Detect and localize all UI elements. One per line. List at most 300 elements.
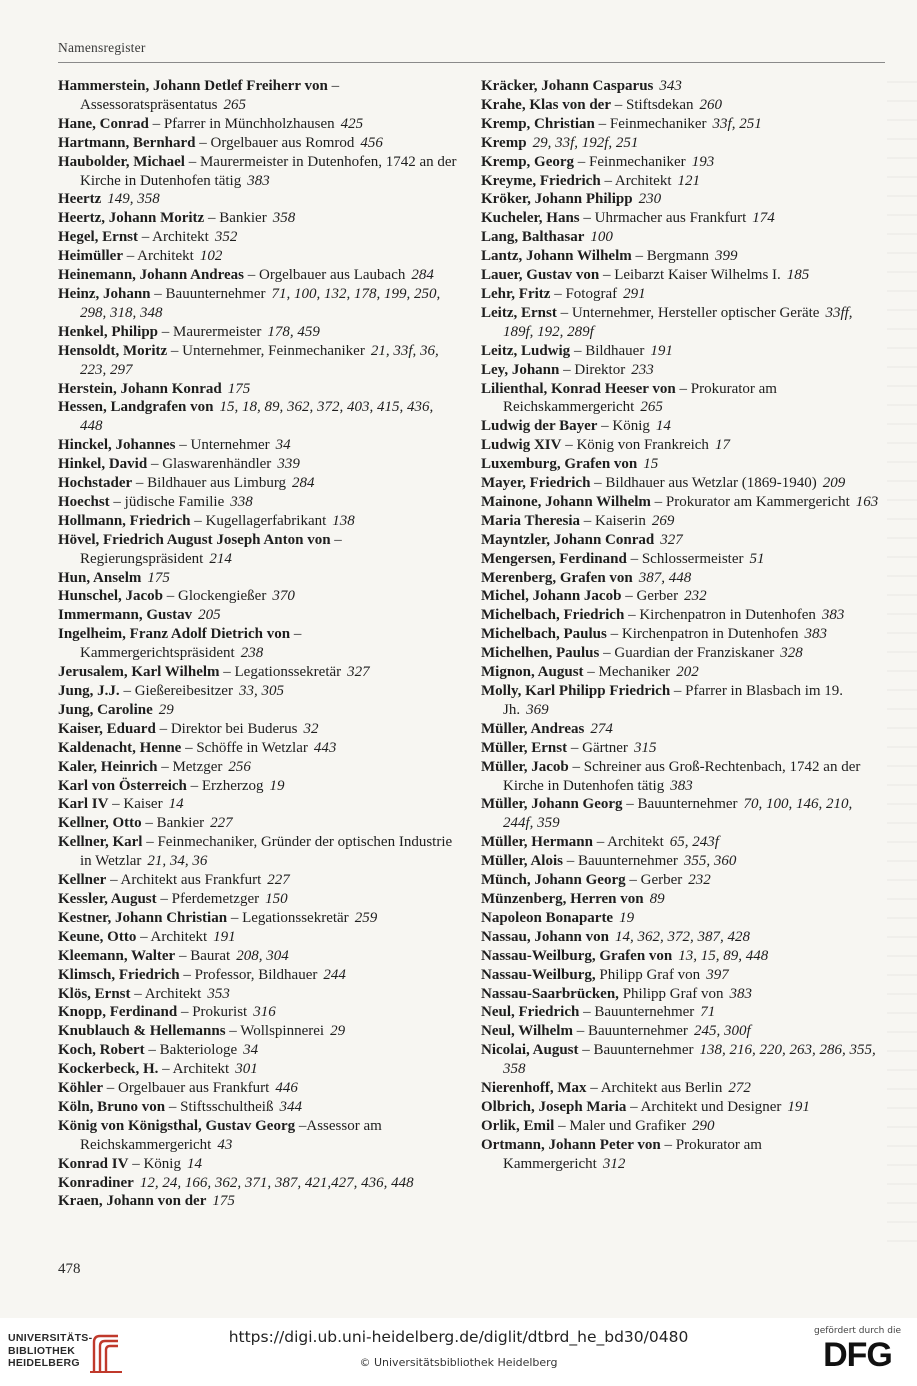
index-entry (481, 833, 881, 852)
entry-description: – Prokurator am Kammergericht (650, 493, 850, 510)
entry-pages: 344 (279, 1098, 302, 1115)
entry-name: Hammerstein, Johann Detlef Freiherr von (58, 78, 328, 94)
entry-pages: 230 (638, 191, 662, 208)
entry-name: Heertz (58, 191, 102, 208)
entry-name: Jung, J.J. (58, 683, 120, 699)
index-entry (481, 228, 881, 247)
entry-name: Heinz, Johann (58, 285, 151, 302)
index-entry (58, 1117, 458, 1155)
index-entry (58, 966, 458, 985)
entry-pages: 443 (313, 739, 337, 756)
entry-pages: 259 (354, 909, 378, 926)
entry-description: – Architekt aus Frankfurt (106, 872, 262, 889)
index-entry (481, 380, 881, 418)
entry-name: Nassau-Weilburg, (481, 966, 596, 983)
entry-description: – König von Frankreich (561, 437, 709, 454)
entry-pages: 343 (659, 78, 682, 94)
entry-name: Michelbach, Paulus (481, 626, 607, 643)
funded-by-label: gefördert durch die (814, 1326, 901, 1336)
entry-pages: 191 (213, 928, 236, 945)
entry-name: Lilienthal, Konrad Heeser von (481, 380, 676, 397)
entry-name: Krahe, Klas von der (481, 96, 611, 113)
index-entry (481, 285, 881, 304)
index-entry (58, 1003, 458, 1022)
entry-name: Jerusalem, Karl Wilhelm (58, 664, 220, 681)
entry-pages: 284 (292, 475, 315, 492)
library-logo-text: UNIVERSITÄTS- BIBLIOTHEK HEIDELBERG (8, 1332, 93, 1369)
index-entry (58, 1155, 458, 1174)
entry-name: Hollmann, Friedrich (58, 512, 191, 529)
entry-name: Mayer, Friedrich (481, 475, 591, 492)
entry-description: – Feinmechaniker, Gründer der optischen Industrie in Wetzlar (80, 834, 453, 870)
entry-description: – Schreiner aus Groß-Rechtenbach, 1742 an der Kirche in Dutenhofen tätig (503, 758, 861, 794)
entry-name: Heimüller (58, 248, 123, 265)
entry-name: Merenberg, Grafen von (481, 569, 633, 586)
entry-name: Neul, Wilhelm (481, 1023, 573, 1040)
entry-pages: 370 (272, 588, 295, 605)
entry-name: Maria Theresia (481, 512, 581, 529)
entry-description: – Stiftsschultheiß (165, 1098, 274, 1115)
entry-name: Ley, Johann (481, 361, 560, 378)
entry-name: Kellner, Otto (58, 815, 142, 832)
entry-description: – Feinmechaniker (594, 115, 707, 132)
entry-description: – Orgelbauer aus Romrod (195, 134, 355, 151)
index-entry (58, 380, 458, 399)
entry-pages: 202 (676, 664, 699, 681)
index-entry (481, 795, 881, 833)
entry-pages: 383 (729, 985, 753, 1002)
entry-pages: 383 (804, 626, 827, 643)
facing-page-edge (887, 64, 917, 1244)
entry-description: – Bauunternehmer (562, 853, 678, 870)
entry-name: Mengersen, Ferdinand (481, 550, 627, 567)
entry-pages: 383 (247, 172, 270, 189)
index-entry (58, 285, 458, 323)
entry-name: Klimsch, Friedrich (58, 966, 180, 983)
index-entry (58, 909, 458, 928)
entry-description: – Kugellagerfabrikant (190, 512, 327, 529)
index-entry (58, 720, 458, 739)
dfg-logo-text: DFG (823, 1336, 892, 1374)
entry-name: Kockerbeck, H. (58, 1061, 159, 1078)
entry-name: Keune, Otto (58, 928, 137, 945)
entry-name: Kaler, Heinrich (58, 758, 158, 775)
entry-pages: 138 (332, 512, 355, 529)
entry-pages: 397 (706, 966, 729, 983)
entry-name: Kaiser, Eduard (58, 720, 156, 737)
entry-name: Hensoldt, Moritz (58, 342, 168, 359)
index-entry (58, 663, 458, 682)
entry-pages: 51 (749, 550, 765, 567)
index-entry (481, 871, 881, 890)
entry-description: – Prokurator am Kammergericht (503, 1136, 762, 1172)
entry-name: Ludwig XIV (481, 437, 562, 454)
index-entry (58, 701, 458, 720)
entry-pages: 32 (303, 720, 319, 737)
index-entry (481, 550, 881, 569)
index-entry (481, 512, 881, 531)
entry-description: –Assessor am Reichskammergericht (80, 1117, 382, 1153)
index-entry (481, 531, 881, 550)
entry-name: Olbrich, Joseph Maria (481, 1098, 627, 1115)
entry-description: – Glaswarenhändler (147, 456, 272, 473)
entry-description: – Kaiser (108, 796, 163, 813)
entry-name: Hartmann, Bernhard (58, 134, 196, 151)
entry-pages: 19 (269, 777, 285, 794)
entry-description: – Direktor (559, 361, 626, 378)
index-entry (58, 739, 458, 758)
entry-name: Kellner (58, 872, 107, 889)
entry-description: – Bauunternehmer (150, 285, 266, 302)
entry-pages: 71, 100, 132, 178, 199, 250, 298, 318, 348 (80, 285, 441, 321)
index-entry (58, 1060, 458, 1079)
header-rule (58, 62, 885, 63)
index-entry (58, 1041, 458, 1060)
entry-description: – Bankier (141, 815, 205, 832)
index-entry (481, 985, 881, 1004)
entry-pages: 71 (700, 1004, 716, 1021)
entry-pages: 100 (590, 229, 613, 246)
entry-name: Mignon, August (481, 664, 584, 681)
entry-pages: 265 (640, 399, 663, 416)
entry-name: Mainone, Johann Wilhelm (481, 493, 651, 510)
entry-description: –Assessoratspräsentatus (80, 78, 340, 113)
entry-pages: 353 (207, 985, 230, 1002)
index-entry (58, 928, 458, 947)
entry-pages: 13, 15, 89, 448 (678, 947, 769, 964)
entry-description: – Legationssekretär (219, 664, 342, 681)
entry-name: Nassau, Johann von (481, 928, 609, 945)
permalink-url[interactable]: https://digi.ub.uni-heidelberg.de/diglit/dtbrd_he_bd30/0480 (228, 1328, 689, 1346)
entry-description: – Guardian der Franziskaner (599, 645, 775, 662)
entry-description: – Legationssekretär (227, 909, 349, 926)
entry-name: Karl von Österreich (58, 777, 187, 794)
entry-pages: 174 (752, 210, 775, 227)
entry-pages: 256 (228, 758, 251, 775)
entry-pages: 383 (821, 607, 845, 624)
copyright-notice: © Universitätsbibliothek Heidelberg (359, 1356, 558, 1369)
entry-name: Leitz, Ernst (481, 304, 557, 321)
index-column-left (58, 77, 458, 1211)
entry-pages: 446 (275, 1080, 298, 1097)
entry-description: – Maler und Grafiker (554, 1117, 686, 1134)
entry-description: – Bauunternehmer (622, 796, 738, 813)
entry-pages: 316 (253, 1004, 276, 1021)
entry-name: Kucheler, Hans (481, 210, 580, 227)
entry-description: – Gärtner (567, 739, 628, 756)
entry-pages: 21, 33f, 36, 223, 297 (80, 342, 439, 378)
entry-name: Müller, Hermann (481, 834, 593, 851)
entry-name: Müller, Andreas (481, 720, 585, 737)
entry-description: – Prokurist (177, 1004, 248, 1021)
entry-description: – Gießereibesitzer (119, 683, 233, 699)
entry-pages: 383 (670, 777, 693, 794)
entry-name: Heinemann, Johann Andreas (58, 267, 245, 284)
entry-description: – Architekt aus Berlin (586, 1080, 723, 1097)
entry-pages: 284 (411, 267, 434, 284)
index-entry (481, 966, 881, 985)
entry-name: Hoechst (58, 493, 110, 510)
entry-name: Hinkel, David (58, 456, 148, 473)
entry-description: – Bildhauer aus Limburg (132, 475, 287, 492)
entry-pages: 291 (623, 285, 646, 302)
entry-description: – Architekt und Designer (626, 1098, 782, 1115)
entry-pages: 12, 24, 166, 362, 371, 387, 421,427, 436, 448 (139, 1174, 414, 1191)
entry-pages: 269 (651, 512, 675, 529)
index-entry (481, 1117, 881, 1136)
index-entry (58, 947, 458, 966)
index-entry (481, 758, 881, 796)
entry-description: – Schöffe in Wetzlar (181, 739, 308, 756)
entry-name: Müller, Jacob (481, 758, 569, 775)
index-entry (481, 342, 881, 361)
entry-name: Hun, Anselm (58, 569, 142, 586)
entry-name: Klös, Ernst (58, 985, 131, 1002)
entry-pages: 33f, 251 (712, 115, 762, 132)
entry-pages: 65, 243f (669, 834, 719, 851)
entry-name: Kremp, Georg (481, 153, 575, 170)
entry-pages: 274 (590, 720, 613, 737)
index-entry (58, 493, 458, 512)
index-entry (58, 266, 458, 285)
index-entry (481, 436, 881, 455)
entry-name: Haubolder, Michael (58, 153, 185, 170)
entry-description: – Orgelbauer aus Frankfurt (103, 1080, 270, 1097)
entry-pages: 338 (230, 493, 253, 510)
index-entry (58, 323, 458, 342)
index-column-right (481, 77, 881, 1174)
entry-name: Nicolai, August (481, 1042, 579, 1059)
index-entry (58, 247, 458, 266)
entry-pages: 34 (243, 1042, 259, 1059)
index-entry (58, 190, 458, 209)
entry-pages: 14 (168, 796, 184, 813)
index-entry (481, 247, 881, 266)
entry-name: Münzenberg, Herren von (481, 890, 644, 907)
entry-name: Münch, Johann Georg (481, 872, 626, 889)
index-entry (481, 474, 881, 493)
entry-pages: 399 (714, 248, 738, 265)
entry-description: – Stiftsdekan (611, 96, 694, 113)
entry-description: – Pfarrer in Münchholzhausen (148, 115, 335, 132)
entry-description: – Kirchenpatron in Dutenhofen (606, 626, 799, 643)
entry-description: – Erzherzog (186, 777, 264, 794)
entry-pages: 208, 304 (236, 947, 289, 964)
entry-name: Lang, Balthasar (481, 229, 585, 246)
entry-name: Konrad IV (58, 1155, 129, 1172)
index-entry (481, 663, 881, 682)
entry-name: Konradiner (58, 1174, 134, 1191)
entry-name: Nassau-Saarbrücken, (481, 985, 619, 1002)
entry-description: – Architekt (158, 1061, 230, 1078)
entry-pages: 312 (602, 1155, 626, 1172)
entry-description: – Bauunternehmer (578, 1042, 694, 1059)
entry-pages: 232 (684, 588, 707, 605)
index-entry (481, 417, 881, 436)
entry-name: Nierenhoff, Max (481, 1080, 587, 1097)
entry-description: – Architekt (592, 834, 664, 851)
entry-description: – Maurermeister in Dutenhofen, 1742 an der Kirche in Dutenhofen tätig (80, 153, 457, 189)
entry-pages: 193 (691, 153, 715, 170)
entry-description: – Bakteriologe (144, 1042, 238, 1059)
index-entry (481, 682, 881, 720)
entry-pages: 227 (267, 872, 290, 889)
entry-pages: 121 (677, 172, 701, 189)
entry-name: Michel, Johann Jacob (481, 588, 622, 605)
entry-name: Kaldenacht, Henne (58, 739, 182, 756)
entry-pages: 175 (227, 380, 251, 397)
entry-description: – Bauunternehmer (579, 1004, 695, 1021)
entry-name: Ortmann, Johann Peter von (481, 1136, 661, 1153)
index-entry (481, 1022, 881, 1041)
index-entry (58, 153, 458, 191)
entry-description: – Gerber (621, 588, 679, 605)
index-entry (58, 569, 458, 588)
index-entry (481, 606, 881, 625)
index-entry (481, 115, 881, 134)
entry-name: Leitz, Ludwig (481, 342, 571, 359)
entry-description: – Feinmechaniker (574, 153, 686, 170)
entry-description: Philipp Graf von (595, 966, 701, 983)
index-entry (58, 209, 458, 228)
entry-pages: 29 (158, 701, 174, 718)
entry-description: – Unternehmer, Feinmechaniker (167, 342, 365, 359)
entry-pages: 14 (186, 1155, 202, 1172)
entry-pages: 191 (787, 1098, 810, 1115)
index-entry (58, 814, 458, 833)
entry-description: – Pferdemetzger (156, 890, 260, 907)
entry-name: Koch, Robert (58, 1042, 145, 1059)
entry-pages: 387, 448 (638, 569, 692, 586)
index-entry (58, 134, 458, 153)
index-entry (481, 361, 881, 380)
entry-name: Hinckel, Johannes (58, 437, 176, 454)
entry-name: Lantz, Johann Wilhelm (481, 248, 632, 265)
entry-name: Mayntzler, Johann Conrad (481, 531, 655, 548)
entry-description: – Architekt (138, 229, 209, 246)
index-entry (481, 134, 881, 153)
entry-name: Jung, Caroline (58, 701, 153, 718)
entry-description: – Architekt (600, 172, 672, 189)
index-entry (481, 96, 881, 115)
entry-pages: 149, 358 (107, 191, 160, 208)
entry-pages: 244 (323, 966, 346, 983)
entry-name: Napoleon Bonaparte (481, 909, 614, 926)
entry-pages: 205 (198, 607, 221, 624)
entry-name: Knopp, Ferdinand (58, 1004, 178, 1021)
entry-pages: 327 (347, 664, 370, 681)
entry-pages: 315 (633, 739, 657, 756)
index-entry (481, 909, 881, 928)
entry-description: – Metzger (157, 758, 223, 775)
entry-name: Immermann, Gustav (58, 607, 193, 624)
entry-name: Hegel, Ernst (58, 229, 138, 246)
index-entry (58, 77, 458, 115)
entry-name: Neul, Friedrich (481, 1004, 580, 1021)
index-entry (481, 644, 881, 663)
entry-name: Knublauch & Hellemanns (58, 1023, 226, 1040)
entry-name: Ingelheim, Franz Adolf Dietrich von (58, 626, 291, 643)
entry-name: Hane, Conrad (58, 115, 149, 132)
entry-name: Kellner, Karl (58, 834, 143, 851)
entry-name: Kremp (481, 134, 527, 151)
entry-name: Herstein, Johann Konrad (58, 380, 222, 397)
index-entry (481, 190, 881, 209)
entry-description: – Orgelbauer aus Laubach (244, 267, 406, 284)
entry-name: Müller, Johann Georg (481, 796, 623, 813)
index-entry (58, 1079, 458, 1098)
entry-pages: 327 (660, 531, 683, 548)
entry-description: – jüdische Familie (109, 493, 225, 510)
entry-name: König von Königsthal, Gustav Georg (58, 1117, 296, 1134)
entry-name: Kräcker, Johann Casparus (481, 78, 654, 94)
entry-description: – Kaiserin (580, 512, 646, 529)
entry-pages: 425 (340, 115, 364, 132)
entry-pages: 214 (209, 550, 232, 567)
entry-pages: 352 (214, 229, 238, 246)
entry-pages: 34 (275, 437, 291, 454)
entry-pages: 339 (277, 456, 300, 473)
index-entry (58, 777, 458, 796)
entry-description: – Bergmann (631, 248, 709, 265)
entry-name: Kraen, Johann von der (58, 1193, 207, 1210)
entry-name: Henkel, Philipp (58, 323, 159, 340)
index-entry (58, 890, 458, 909)
entry-pages: 175 (147, 569, 170, 586)
entry-description: – Mechaniker (583, 664, 671, 681)
entry-pages: 102 (199, 248, 223, 265)
entry-pages: 301 (235, 1061, 258, 1078)
entry-description: – Pfarrer in Blasbach im 19. Jh. (503, 683, 844, 718)
entry-description: – Bankier (204, 210, 267, 227)
index-entry (58, 436, 458, 455)
entry-description: – Bauunternehmer (572, 1023, 688, 1040)
index-entry (481, 569, 881, 588)
entry-pages: 33, 305 (238, 683, 284, 699)
index-entry (481, 304, 881, 342)
index-entry (58, 342, 458, 380)
index-entry (58, 871, 458, 890)
entry-description: – Wollspinnerei (225, 1023, 325, 1040)
index-entry (58, 1098, 458, 1117)
index-entry (481, 1041, 881, 1079)
page-number: 478 (58, 1261, 81, 1277)
entry-pages: 163 (855, 493, 879, 510)
index-entry (58, 512, 458, 531)
entry-description: – Architekt (136, 928, 208, 945)
index-entry (481, 928, 881, 947)
index-entry (58, 625, 458, 663)
entry-name: Molly, Karl Philipp Friedrich (481, 683, 671, 699)
index-entry (481, 1003, 881, 1022)
entry-pages: 209 (822, 475, 846, 492)
entry-name: Michelbach, Friedrich (481, 607, 625, 624)
dfg-logo[interactable] (810, 1326, 905, 1378)
entry-pages: 43 (217, 1136, 233, 1153)
page-header: Namensregister (58, 40, 146, 55)
entry-description: – Glockengießer (163, 588, 267, 605)
entry-description: – König (597, 418, 650, 435)
entry-name: Lehr, Fritz (481, 285, 551, 302)
entry-pages: 191 (650, 342, 673, 359)
index-entry (58, 531, 458, 569)
entry-name: Kessler, August (58, 890, 157, 907)
entry-pages: 358 (272, 210, 296, 227)
index-entry (58, 758, 458, 777)
entry-pages: 21, 34, 36 (147, 853, 208, 870)
entry-pages: 70, 100, 146, 210, 244f, 359 (503, 796, 853, 832)
entry-pages: 15 (643, 456, 659, 473)
